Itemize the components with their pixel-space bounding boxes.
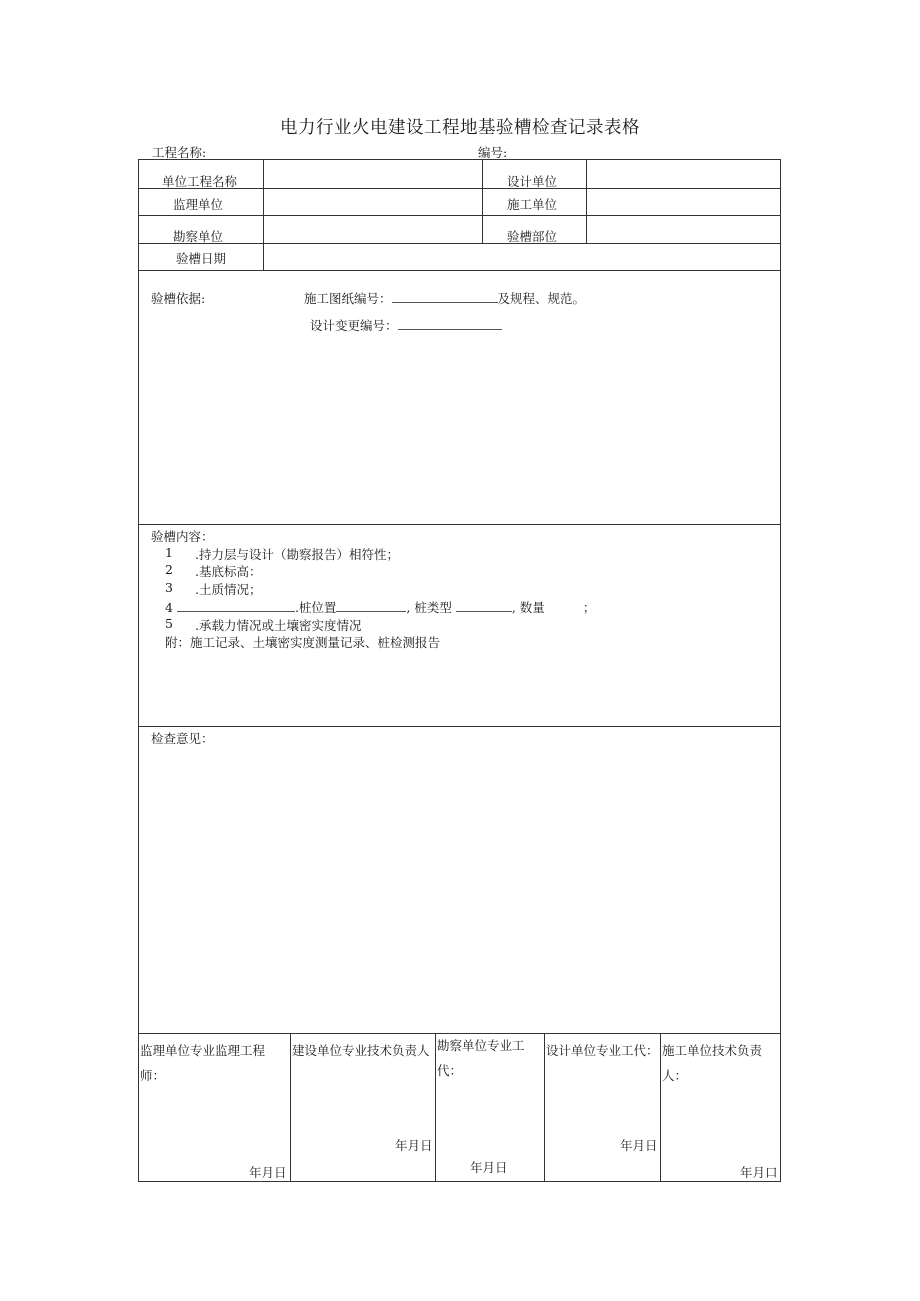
content-item-text: .土质情况；: [195, 582, 262, 597]
inspection-date-label: 验槽日期: [176, 251, 227, 266]
owner-tech-lead-signature: [292, 1038, 435, 1063]
design-change-blank: [398, 319, 502, 330]
survey-unit-label: 勘察单位: [173, 229, 224, 244]
signature-date: 年月日: [470, 1160, 508, 1175]
item-end-mark: ；: [582, 600, 596, 615]
project-name-label: 工程名称:: [152, 145, 207, 160]
content-item-num: 3: [165, 580, 173, 595]
signature-title-line2: 人：: [662, 1068, 688, 1083]
supervision-engineer-signature: [140, 1038, 290, 1088]
content-item-num: 4: [165, 600, 173, 615]
signature-title-line1: 勘察单位专业工: [437, 1038, 525, 1053]
design-change-prefix: 设计变更编号：: [310, 318, 398, 333]
inspection-record-table: [138, 159, 781, 1182]
column-divider: [586, 159, 587, 243]
row-divider: [138, 270, 781, 271]
signature-title-line2: 代：: [437, 1063, 463, 1078]
document-title: 电力行业火电建设工程地基验槽检查记录表格: [280, 118, 640, 138]
unit-project-name-label: 单位工程名称: [162, 174, 238, 189]
signature-date: 年月口: [740, 1165, 778, 1180]
column-divider: [544, 1033, 545, 1182]
column-divider: [263, 159, 264, 270]
column-divider: [435, 1033, 436, 1182]
signature-date: 年月日: [395, 1138, 433, 1153]
pile-type-blank: [456, 601, 512, 612]
signature-title-line1: 建设单位专业技术负责人: [292, 1043, 430, 1058]
signature-title-line1: 监理单位专业监理工程: [140, 1043, 266, 1058]
drawing-number-prefix: 施工图纸编号：: [304, 291, 392, 306]
column-divider: [660, 1033, 661, 1182]
content-item-4-line: [165, 598, 595, 616]
construction-tech-lead-signature: [662, 1038, 780, 1088]
inspection-content-label: 验槽内容：: [151, 529, 214, 544]
content-item-text: .持力层与设计（勘察报告）相符性；: [195, 547, 399, 562]
supervision-unit-label: 监理单位: [173, 197, 224, 212]
number-label: 编号:: [478, 145, 508, 160]
content-item-num: 2: [165, 562, 173, 577]
content-item-num: 5: [165, 616, 173, 631]
signature-title-line2: 师：: [140, 1068, 166, 1083]
attachment-note: 附：施工记录、土壤密实度测量记录、桩检测报告: [165, 635, 441, 650]
construction-unit-label: 施工单位: [507, 197, 558, 212]
signature-date: 年月日: [620, 1138, 658, 1153]
content-item-text: .承载力情况或土壤密实度情况: [195, 618, 362, 633]
drawing-number-suffix: 及规程、规范。: [497, 291, 586, 306]
pile-type-label: , 桩类型: [406, 600, 452, 615]
survey-representative-signature: [437, 1033, 544, 1083]
pile-position-blank: [336, 601, 406, 612]
column-divider: [290, 1033, 291, 1182]
drawing-number-line: [304, 289, 585, 307]
pile-blank: [177, 601, 295, 612]
quantity-label: , 数量: [511, 600, 545, 615]
row-divider: [138, 726, 781, 727]
drawing-number-blank: [392, 292, 498, 303]
design-change-line: [310, 316, 502, 334]
inspection-opinion-label: 检查意见：: [151, 731, 214, 746]
design-unit-label: 设计单位: [507, 174, 558, 189]
content-item-text: .基底标高：: [195, 564, 262, 579]
row-divider: [138, 243, 781, 244]
row-divider: [138, 524, 781, 525]
inspection-part-label: 验槽部位: [507, 229, 558, 244]
pile-position-label: .桩位置: [294, 600, 337, 615]
design-representative-signature: [546, 1038, 660, 1063]
row-divider: [138, 215, 781, 216]
signature-date: 年月日: [249, 1165, 287, 1180]
column-divider: [482, 159, 483, 243]
content-item-num: 1: [165, 545, 173, 560]
inspection-basis-label: 验槽依据:: [151, 291, 206, 306]
signature-title-line1: 施工单位技术负责: [662, 1043, 763, 1058]
signature-title-line1: 设计单位专业工代：: [546, 1043, 659, 1058]
